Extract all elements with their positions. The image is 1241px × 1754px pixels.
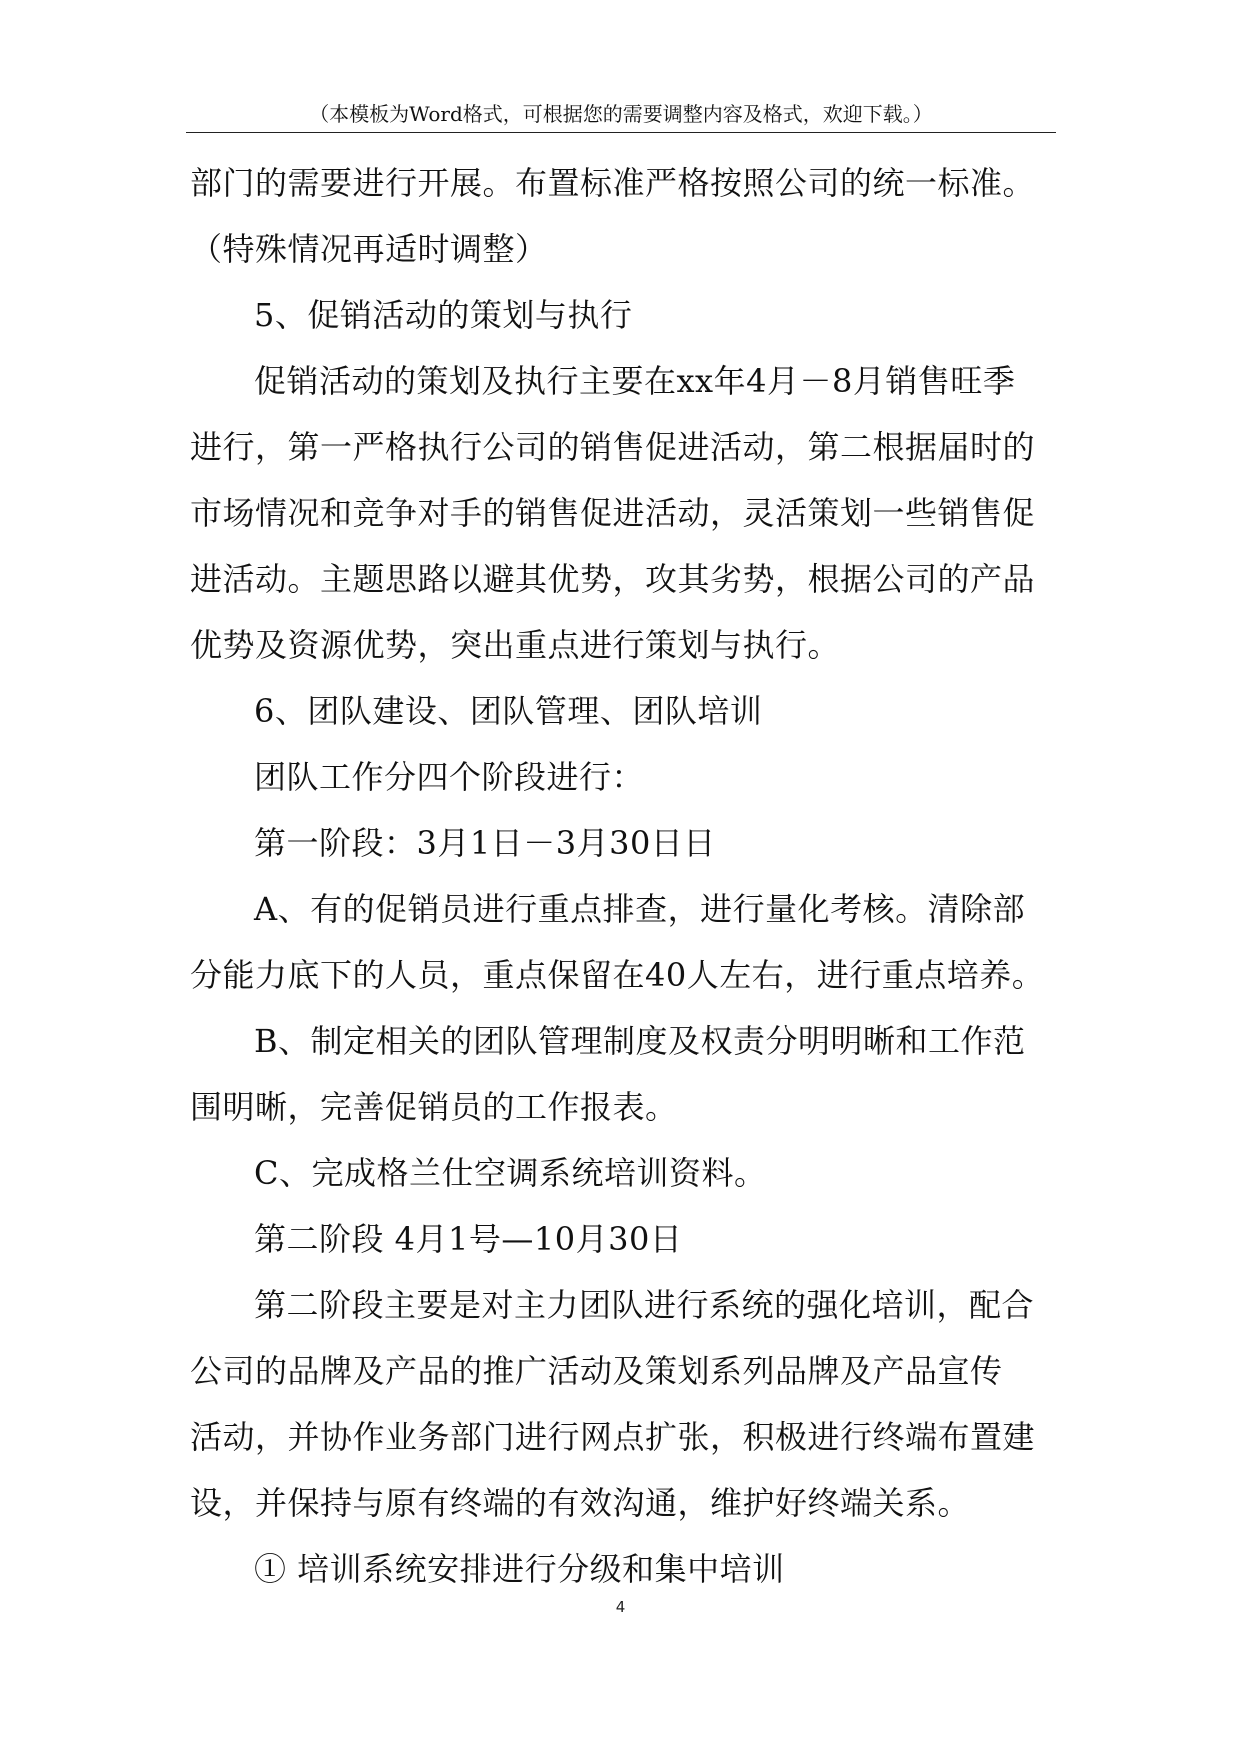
body-line: 进行，第一严格执行公司的销售促进活动，第二根据届时的 (190, 428, 1036, 466)
body-line: 第二阶段主要是对主力团队进行系统的强化培训，配合 (254, 1286, 1035, 1324)
body-line: 活动，并协作业务部门进行网点扩张，积极进行终端布置建 (190, 1418, 1036, 1456)
list-item: ① 培训系统安排进行分级和集中培训 (254, 1550, 785, 1588)
stage-heading: 第二阶段 4月1号—10月30日 (254, 1220, 683, 1258)
body-line: 市场情况和竞争对手的销售促进活动，灵活策划一些销售促 (190, 494, 1036, 532)
stage-heading: 第一阶段：3月1日－3月30日日 (254, 824, 716, 862)
section-heading: 5、促销活动的策划与执行 (254, 296, 633, 334)
section-heading: 6、团队建设、团队管理、团队培训 (254, 692, 763, 730)
page-number: 4 (615, 1598, 626, 1616)
body-line: A、有的促销员进行重点排查，进行量化考核。清除部 (254, 890, 1026, 928)
body-line: 团队工作分四个阶段进行： (254, 758, 645, 796)
document-body (190, 150, 1070, 1602)
body-line: 部门的需要进行开展。布置标准严格按照公司的统一标准。 (190, 164, 1036, 202)
body-line: 分能力底下的人员，重点保留在40人左右，进行重点培养。 (190, 956, 1045, 994)
page-header: （本模板为Word格式，可根据您的需要调整内容及格式，欢迎下载。） (186, 96, 1056, 133)
body-line: B、制定相关的团队管理制度及权责分明明晰和工作范 (254, 1022, 1026, 1060)
body-line: 公司的品牌及产品的推广活动及策划系列品牌及产品宣传 (190, 1352, 1003, 1390)
body-line: （特殊情况再适时调整） (190, 230, 548, 268)
body-line: 设，并保持与原有终端的有效沟通，维护好终端关系。 (190, 1484, 971, 1522)
body-line: C、完成格兰仕空调系统培训资料。 (254, 1154, 767, 1192)
body-line: 进活动。主题思路以避其优势，攻其劣势，根据公司的产品 (190, 560, 1036, 598)
body-line: 优势及资源优势，突出重点进行策划与执行。 (190, 626, 841, 664)
body-line: 围明晰，完善促销员的工作报表。 (190, 1088, 678, 1126)
body-line: 促销活动的策划及执行主要在xx年4月－8月销售旺季 (254, 362, 1016, 400)
